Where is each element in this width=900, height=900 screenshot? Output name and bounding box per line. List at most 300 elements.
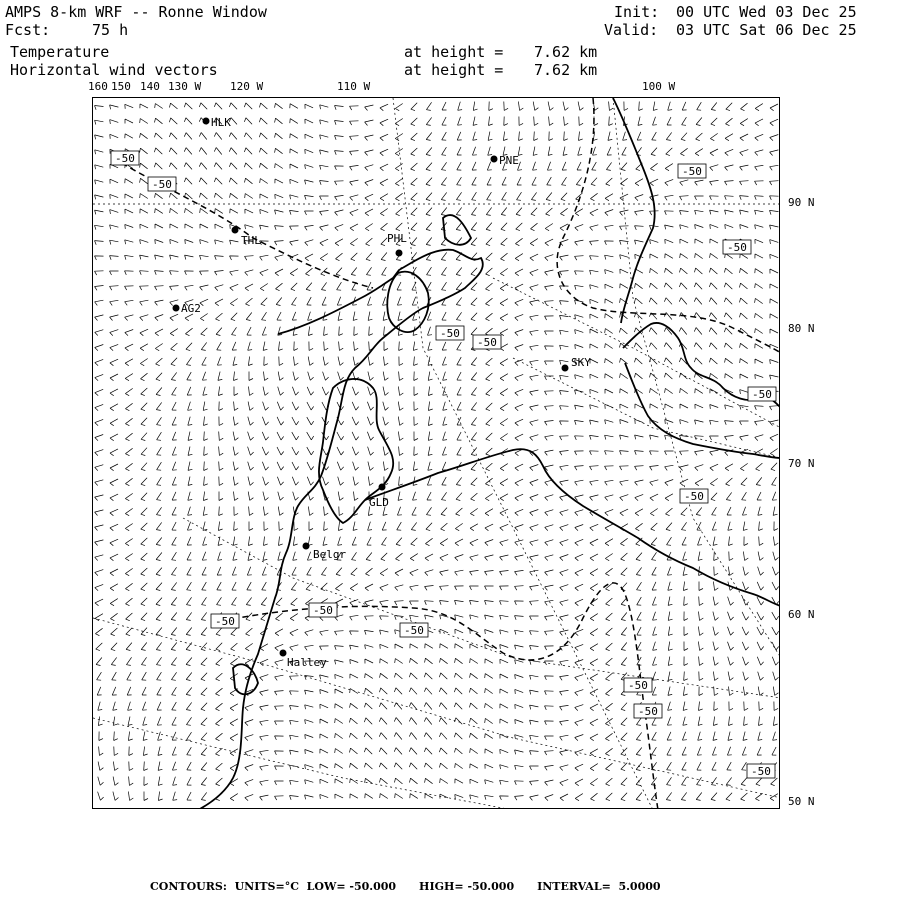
wind-barb (653, 642, 657, 651)
wind-barb (173, 777, 177, 786)
wind-barb (186, 688, 192, 696)
wind-barb (575, 495, 584, 501)
wind-barb (141, 463, 147, 471)
wind-barb (758, 567, 764, 576)
wind-barb (290, 195, 299, 199)
wind-barb (683, 567, 687, 576)
wind-barb (653, 657, 658, 666)
low-label: LOW= (306, 880, 346, 893)
wind-barb (233, 417, 238, 426)
wind-barb (563, 147, 567, 156)
wind-barb (128, 732, 132, 741)
wind-barb (743, 582, 749, 590)
wind-barb (305, 780, 314, 784)
wind-barb (470, 570, 479, 575)
wind-barb (201, 778, 207, 786)
wind-barb (696, 508, 702, 516)
wind-barb (114, 732, 118, 741)
graticule (93, 98, 780, 809)
wind-barb (365, 763, 373, 769)
wind-barb (455, 644, 463, 649)
wind-barb (365, 135, 374, 141)
wind-barb (486, 403, 493, 411)
wind-barb (560, 600, 569, 606)
wind-barb (95, 450, 104, 456)
wind-barb (126, 628, 132, 636)
wind-barb (605, 389, 613, 394)
wind-barb (143, 732, 147, 741)
wind-barb (770, 299, 778, 304)
wind-barb (155, 286, 164, 291)
wind-barb (156, 628, 162, 636)
wind-barb (411, 538, 418, 546)
contour-label (624, 678, 652, 692)
wind-barb (620, 495, 629, 501)
wind-barb (575, 584, 583, 591)
wind-barb (424, 703, 432, 710)
wind-barb (95, 315, 104, 321)
wind-barb (500, 268, 507, 275)
wind-barb (560, 330, 569, 334)
wind-barb (500, 509, 508, 516)
wind-barb (635, 283, 643, 288)
wind-barb (337, 462, 343, 470)
wind-barb (217, 597, 222, 605)
wind-barb (246, 628, 253, 636)
wind-barb (560, 750, 569, 755)
wind-barb (200, 285, 209, 290)
wind-barb (261, 298, 267, 306)
wind-barb (170, 329, 178, 336)
wind-barb (545, 795, 553, 801)
wind-barb (620, 451, 629, 455)
wind-barb (728, 522, 732, 531)
wind-barb (185, 271, 194, 275)
wind-barb (171, 343, 178, 351)
wind-barb (320, 239, 328, 246)
wind-barb (740, 196, 749, 200)
wind-barb (144, 777, 148, 786)
wind-barb (172, 702, 177, 710)
wind-barb (366, 267, 371, 275)
wind-barb (277, 462, 284, 470)
wind-barb (755, 196, 764, 200)
wind-barb (199, 178, 207, 185)
units-label: UNITS= (234, 880, 285, 893)
wind-barb (260, 103, 268, 109)
wind-barb (188, 432, 192, 441)
wind-barb (229, 178, 237, 184)
wind-barb (276, 613, 283, 621)
wind-barb (665, 451, 674, 455)
wind-barb (699, 582, 703, 591)
wind-barb (743, 732, 747, 741)
wind-barb (381, 223, 388, 231)
wind-barb (305, 750, 313, 754)
wind-barb (442, 312, 446, 320)
wind-barb (95, 106, 104, 110)
wind-barb (519, 132, 523, 141)
wind-barb (485, 509, 493, 516)
wind-barb (757, 642, 764, 650)
wind-barb (380, 778, 388, 784)
wind-barb (425, 538, 432, 545)
wind-barb (605, 241, 614, 245)
wind-barb (203, 492, 207, 501)
wind-barb (410, 794, 418, 799)
wind-barb (439, 748, 447, 754)
wind-barb (724, 298, 732, 304)
wind-barb (320, 225, 329, 231)
wind-barb (244, 148, 252, 155)
wind-barb (113, 717, 117, 726)
wind-barb (320, 704, 328, 709)
wind-barb (456, 283, 462, 291)
model-title: AMPS 8-km WRF -- Ronne Window (5, 3, 267, 21)
wind-barb (458, 102, 462, 111)
wind-barb (590, 480, 599, 485)
wind-barb (770, 344, 778, 349)
wind-barb (187, 537, 192, 545)
svg-text:-50: -50 (152, 178, 172, 191)
wind-barb (380, 600, 389, 605)
wind-barb (664, 343, 672, 350)
wind-barb (201, 342, 206, 350)
wind-barb (744, 702, 748, 711)
wind-barb (338, 372, 344, 381)
wind-barb (200, 299, 208, 306)
wind-barb (770, 284, 778, 289)
wind-barb (426, 238, 432, 246)
wind-barb (530, 254, 538, 261)
wind-barb (486, 358, 493, 366)
wind-barb (684, 642, 688, 651)
wind-barb (129, 747, 133, 756)
wind-barb (156, 373, 162, 381)
wind-barb (305, 240, 314, 246)
wind-barb (125, 568, 132, 575)
wind-barb (713, 732, 717, 741)
wind-barb (710, 133, 717, 140)
wind-barb (664, 283, 672, 289)
wind-barb (652, 552, 657, 560)
contour-info-footer (150, 880, 661, 893)
wind-barb (545, 570, 554, 576)
wind-barb (560, 690, 569, 695)
wind-barb (620, 509, 628, 516)
contour-label (691, 396, 719, 410)
wind-barb (395, 673, 403, 679)
wind-barb (275, 118, 283, 124)
wind-barb (533, 147, 537, 156)
wind-barb (383, 297, 388, 306)
wind-barb (307, 462, 314, 470)
wind-barb (427, 282, 431, 290)
wind-barb (350, 794, 358, 799)
wind-barb (743, 552, 748, 561)
wind-barb (681, 508, 687, 516)
wind-barb (384, 342, 388, 351)
wind-barb (246, 597, 251, 605)
wind-barb (339, 342, 344, 351)
wind-barb (245, 704, 253, 710)
wind-barb (338, 357, 343, 366)
wind-barb (699, 657, 704, 666)
wind-barb (157, 477, 162, 485)
wind-barb (125, 344, 133, 351)
wind-barb (219, 447, 224, 456)
wind-barb (515, 404, 523, 410)
wind-barb (577, 162, 581, 170)
wind-barb (219, 417, 223, 426)
wind-barb (275, 736, 284, 740)
wind-barb (187, 552, 191, 560)
wind-barb (590, 241, 599, 246)
wind-barb (471, 268, 477, 276)
wind-barb (500, 749, 508, 754)
wind-barb (290, 226, 299, 230)
wind-barb (575, 749, 583, 755)
wind-barb (365, 616, 374, 620)
wind-barb (545, 555, 554, 561)
wind-barb (439, 718, 447, 725)
wind-barb (755, 119, 763, 126)
wind-barb (245, 750, 254, 756)
wind-barb (233, 462, 238, 471)
wind-barb (590, 299, 598, 304)
wind-barb (457, 372, 462, 380)
wind-barb (428, 327, 433, 336)
wind-barb (590, 405, 599, 409)
wind-barb (234, 402, 239, 411)
wind-barb (515, 419, 523, 426)
wind-barb (308, 357, 313, 366)
wind-barb (665, 225, 674, 229)
wind-barb (741, 778, 747, 786)
wind-barb (129, 777, 134, 786)
wind-barb (230, 240, 239, 244)
wind-barb (233, 357, 237, 366)
wind-barb (202, 372, 206, 380)
wind-barb (290, 119, 298, 124)
wind-barb (337, 297, 342, 305)
wind-barb (729, 537, 733, 546)
wind-barb (170, 314, 178, 321)
wind-barb (533, 162, 538, 170)
wind-barb (215, 193, 223, 199)
wind-barb (545, 255, 554, 261)
wind-barb (725, 268, 733, 274)
wind-barb (504, 117, 508, 126)
wind-barb (233, 537, 237, 546)
wind-barb (530, 705, 539, 709)
wind-barb (439, 703, 447, 710)
wind-barb (504, 102, 508, 111)
wind-barb (335, 166, 344, 170)
wind-barb (650, 509, 657, 516)
wind-barb (140, 271, 149, 275)
wind-barb (590, 285, 599, 289)
wind-barb (368, 462, 374, 471)
wind-barb (439, 733, 447, 740)
wind-barb (515, 254, 523, 261)
wind-barb (501, 238, 508, 246)
wind-barb (471, 223, 477, 231)
wind-barb (141, 418, 147, 426)
wind-barb (305, 211, 314, 215)
wind-barb (140, 209, 148, 214)
wind-barb (772, 567, 778, 575)
wind-barb (350, 615, 359, 620)
wind-barb (428, 402, 432, 411)
wind-barb (590, 359, 598, 364)
wind-barb (424, 688, 432, 695)
wind-barb (560, 735, 569, 740)
wind-barb (292, 447, 299, 455)
wind-barb (125, 225, 133, 229)
wind-barb (698, 732, 702, 741)
wind-barb (98, 762, 103, 771)
wind-barb (742, 507, 747, 515)
wind-barb (742, 642, 748, 650)
station-marker (232, 227, 239, 234)
wind-barb (725, 405, 734, 409)
wind-barb (455, 748, 463, 754)
wind-barb (755, 284, 763, 289)
wind-barb (188, 492, 192, 501)
wind-barb (621, 553, 628, 561)
wind-barb (110, 120, 119, 124)
wind-barb (531, 208, 537, 216)
wind-barb (758, 732, 762, 741)
wind-barb (605, 314, 613, 319)
wind-barb (606, 162, 611, 170)
wind-barb (651, 538, 657, 546)
wind-barb (155, 224, 163, 228)
wind-barb (621, 763, 627, 771)
wind-barb (575, 330, 584, 334)
wind-barb (605, 344, 613, 349)
wind-barb (624, 102, 628, 111)
wind-barb (755, 269, 763, 274)
wind-barb (530, 315, 539, 320)
wind-barb (710, 373, 718, 378)
wind-barb (230, 256, 239, 260)
wind-barb (98, 717, 102, 726)
wind-barb (365, 194, 373, 201)
wind-barb (200, 224, 208, 228)
wind-barb (409, 718, 417, 725)
wind-barb (710, 464, 718, 471)
wind-barb (395, 778, 403, 784)
wind-barb (679, 298, 687, 305)
wind-barb (486, 298, 493, 306)
wind-barb (515, 689, 523, 694)
wind-barb (337, 432, 344, 440)
wind-barb (320, 254, 328, 261)
wind-barb (366, 553, 372, 561)
wind-barb (683, 717, 687, 726)
wind-barb (682, 732, 687, 740)
wind-barb (110, 286, 119, 291)
wind-barb (441, 523, 448, 531)
wind-barb (231, 628, 237, 636)
wind-barb (545, 346, 554, 350)
wind-barb (427, 492, 432, 500)
wind-barb (125, 194, 133, 199)
wind-barb (621, 658, 627, 666)
wind-barb (110, 539, 118, 546)
wind-barb (606, 643, 613, 651)
wind-barb (472, 147, 477, 155)
wind-barb (683, 702, 687, 711)
wind-barb (410, 585, 419, 590)
wind-barb (742, 597, 748, 605)
wind-barb (186, 597, 191, 605)
wind-barb (485, 524, 493, 531)
wind-barb (410, 615, 419, 619)
wind-barb (411, 118, 418, 126)
wind-barb (500, 719, 508, 724)
wind-barb (201, 718, 207, 726)
wind-barb (275, 194, 283, 199)
wind-barb (636, 567, 641, 575)
wind-barb (560, 630, 569, 636)
wind-barb (545, 239, 553, 246)
wind-barb (455, 629, 463, 634)
wind-barb (635, 240, 644, 244)
wind-barb (545, 406, 554, 411)
wind-barb (218, 537, 222, 546)
wind-barb (500, 615, 509, 619)
wind-barb (442, 282, 447, 290)
wind-barb (564, 117, 569, 126)
wind-barb (635, 298, 643, 304)
wind-barb (380, 616, 389, 620)
wind-barb (560, 570, 569, 576)
wind-barb (260, 255, 269, 260)
wind-barb (740, 225, 748, 229)
lon-label-110w: 110 W (337, 80, 371, 93)
wind-barb (95, 465, 104, 471)
wind-barb (606, 673, 613, 681)
wind-barb (396, 208, 403, 216)
wind-barb (545, 361, 554, 365)
wind-barb (245, 643, 252, 650)
wind-barb (471, 493, 478, 501)
wind-barb (440, 658, 448, 663)
wind-barb (128, 717, 132, 726)
field-1-name: Temperature (10, 43, 110, 61)
wind-barb (305, 165, 314, 169)
wind-barb (186, 658, 192, 666)
wind-barb (157, 417, 162, 425)
wind-barb (545, 270, 554, 275)
wind-barb (500, 434, 507, 441)
wind-barb (725, 436, 734, 441)
wind-barb (680, 420, 689, 425)
lat-label-90n: 90 N (788, 196, 815, 209)
wind-barb (560, 345, 569, 349)
wind-barb (590, 749, 598, 756)
wind-barb (172, 732, 177, 740)
wind-barb (291, 582, 296, 590)
wind-barb (725, 358, 733, 363)
wind-barb (564, 132, 568, 141)
wind-barb (442, 447, 447, 455)
wind-barb (414, 372, 418, 381)
wind-barb (155, 118, 163, 124)
